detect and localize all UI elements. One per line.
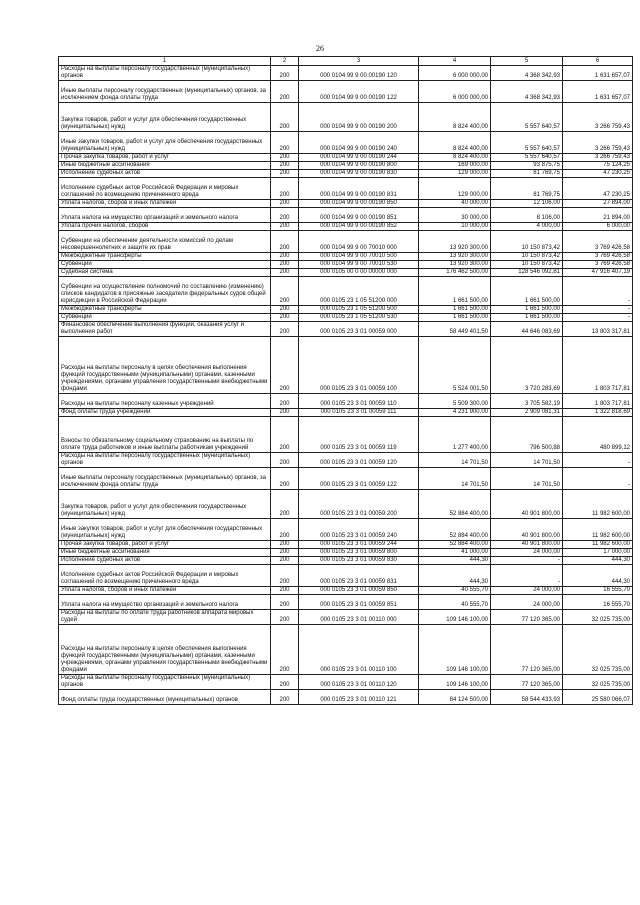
table-row-kbk: 000 0105 23 3 01 00059 851 bbox=[299, 595, 419, 610]
table-row-executed-amount: 58 544 433,93 bbox=[491, 690, 563, 705]
table-row bbox=[59, 549, 633, 557]
table-row-executed-amount: 81 769,75 bbox=[491, 178, 563, 200]
table-row-code: 200 bbox=[271, 549, 299, 557]
table-row-approved-amount: 40 555,70 bbox=[419, 587, 491, 595]
table-row-code: 200 bbox=[271, 587, 299, 595]
budget-execution-table bbox=[58, 56, 633, 705]
table-row-unexecuted-amount: 32 025 735,00 bbox=[563, 610, 633, 625]
table-row-executed-amount: 4 368 342,93 bbox=[491, 81, 563, 103]
table-row-name: Исполнение судебных актов bbox=[59, 557, 271, 565]
table-row-approved-amount: 1 661 500,00 bbox=[419, 277, 491, 306]
table-row-executed-amount: 128 546 092,81 bbox=[491, 269, 563, 277]
table-row-executed-amount: 77 120 365,00 bbox=[491, 625, 563, 675]
table-row-executed-amount: - bbox=[491, 557, 563, 565]
table-row-executed-amount: 81 769,75 bbox=[491, 170, 563, 178]
table-row-unexecuted-amount: 3 769 426,58 bbox=[563, 261, 633, 269]
table-row-approved-amount: 4 231 900,00 bbox=[419, 409, 491, 417]
table-row-name: Иные бюджетные ассигнования bbox=[59, 549, 271, 557]
table-row bbox=[59, 277, 633, 306]
table-row-approved-amount: 14 701,50 bbox=[419, 453, 491, 468]
table-row-executed-amount: 40 901 800,00 bbox=[491, 519, 563, 541]
table-row-kbk: 000 0105 23 3 01 00059 100 bbox=[299, 337, 419, 394]
table-row-code: 200 bbox=[271, 103, 299, 132]
table-row bbox=[59, 208, 633, 223]
table-row bbox=[59, 322, 633, 337]
table-row bbox=[59, 306, 633, 314]
table-row-name: Расходы на выплаты персоналу в целях обеспечения выполнения функций государственными (муниципальными) органами, казенными учреждениями, органами управления государственными внебюджетными фондами bbox=[59, 625, 271, 675]
table-row bbox=[59, 541, 633, 549]
table-row-code: 200 bbox=[271, 162, 299, 170]
table-row-unexecuted-amount: - bbox=[563, 306, 633, 314]
table-row-kbk: 000 0104 99 9 00 00190 852 bbox=[299, 223, 419, 231]
table-row-kbk: 000 0105 23 3 01 00059 800 bbox=[299, 549, 419, 557]
table-row-approved-amount: 129 000,00 bbox=[419, 170, 491, 178]
table-row bbox=[59, 253, 633, 261]
table-row-code: 200 bbox=[271, 322, 299, 337]
table-row-kbk: 000 0104 99 9 00 00190 120 bbox=[299, 66, 419, 81]
table-row-unexecuted-amount: - bbox=[563, 314, 633, 322]
table-row-unexecuted-amount: 47 916 407,19 bbox=[563, 269, 633, 277]
table-row-code: 200 bbox=[271, 625, 299, 675]
table-row-unexecuted-amount: 1 322 818,69 bbox=[563, 409, 633, 417]
table-row-code: 200 bbox=[271, 208, 299, 223]
table-row-unexecuted-amount: 11 982 600,00 bbox=[563, 490, 633, 519]
table-row-approved-amount: 52 884 400,00 bbox=[419, 541, 491, 549]
table-row-approved-amount: 40 000,00 bbox=[419, 200, 491, 208]
table-row-name: Исполнение судебных актов Российской Федерации и мировых соглашений по возмещению причиненного вреда bbox=[59, 565, 271, 587]
table-row-name: Уплата налога на имущество организаций и земельного налога bbox=[59, 208, 271, 223]
table-row-kbk: 000 0104 99 9 00 00190 800 bbox=[299, 162, 419, 170]
table-row-name: Взносы по обязательному социальному страхованию на выплаты по оплате труда работников и иные выплаты работникам учреждений bbox=[59, 417, 271, 453]
table-row-kbk: 000 0104 99 9 00 00190 850 bbox=[299, 200, 419, 208]
table-row-executed-amount: 24 000,00 bbox=[491, 595, 563, 610]
table-row-approved-amount: 13 920 300,00 bbox=[419, 231, 491, 253]
table-row-approved-amount: 8 824 400,00 bbox=[419, 154, 491, 162]
table-row-unexecuted-amount: 444,30 bbox=[563, 557, 633, 565]
table-row-name: Расходы на выплаты персоналу казенных учреждений bbox=[59, 394, 271, 409]
table-row-code: 200 bbox=[271, 417, 299, 453]
table-row-code: 200 bbox=[271, 610, 299, 625]
table-row-unexecuted-amount: 11 982 600,00 bbox=[563, 541, 633, 549]
table-row-kbk: 000 0105 23 3 01 00110 121 bbox=[299, 690, 419, 705]
table-row-unexecuted-amount: 75 124,25 bbox=[563, 162, 633, 170]
table-row-code: 200 bbox=[271, 269, 299, 277]
table-row-unexecuted-amount: 1 803 717,81 bbox=[563, 337, 633, 394]
table-row-executed-amount: 40 901 800,00 bbox=[491, 490, 563, 519]
table-row bbox=[59, 132, 633, 154]
table-row-approved-amount: 176 462 500,00 bbox=[419, 269, 491, 277]
table-row-code: 200 bbox=[271, 154, 299, 162]
table-row-executed-amount: 3 720 283,69 bbox=[491, 337, 563, 394]
table-row-executed-amount: 24 000,00 bbox=[491, 587, 563, 595]
table-body bbox=[59, 66, 633, 705]
table-row-name: Субвенции bbox=[59, 314, 271, 322]
column-header: 5 bbox=[491, 57, 563, 66]
table-row-name: Уплата прочих налогов, сборов bbox=[59, 223, 271, 231]
table-row-executed-amount: 3 705 582,19 bbox=[491, 394, 563, 409]
table-row-unexecuted-amount: 3 769 426,58 bbox=[563, 253, 633, 261]
table-row-code: 200 bbox=[271, 394, 299, 409]
table-row bbox=[59, 625, 633, 675]
table-row-kbk: 000 0105 23 3 01 00059 119 bbox=[299, 417, 419, 453]
table-row bbox=[59, 557, 633, 565]
table-row-unexecuted-amount: 1 631 657,07 bbox=[563, 66, 633, 81]
table-row-approved-amount: 10 000,00 bbox=[419, 223, 491, 231]
table-row-unexecuted-amount: 1 803 717,81 bbox=[563, 394, 633, 409]
table-row-kbk: 000 0105 23 3 01 00059 120 bbox=[299, 453, 419, 468]
table-row-executed-amount: 93 875,75 bbox=[491, 162, 563, 170]
table-row-name: Иные закупки товаров, работ и услуг для обеспечения государственных (муниципальных) нужд bbox=[59, 519, 271, 541]
table-row-name: Исполнение судебных актов bbox=[59, 170, 271, 178]
table-row-name: Расходы на выплаты персоналу государственных (муниципальных) органов bbox=[59, 675, 271, 690]
table-row-code: 200 bbox=[271, 66, 299, 81]
table-row bbox=[59, 81, 633, 103]
table-row bbox=[59, 314, 633, 322]
table-row-unexecuted-amount: 1 631 657,07 bbox=[563, 81, 633, 103]
table-row-executed-amount: 1 661 500,00 bbox=[491, 306, 563, 314]
table-row-kbk: 000 0104 99 9 00 00190 244 bbox=[299, 154, 419, 162]
table-row-approved-amount: 58 449 401,50 bbox=[419, 322, 491, 337]
table-row-executed-amount: 12 106,00 bbox=[491, 200, 563, 208]
table-row-unexecuted-amount: 444,30 bbox=[563, 565, 633, 587]
page-number: 26 bbox=[316, 44, 324, 53]
table-row bbox=[59, 394, 633, 409]
table-row-kbk: 000 0105 23 3 01 00110 100 bbox=[299, 625, 419, 675]
table-row-approved-amount: 41 000,00 bbox=[419, 549, 491, 557]
table-row-name: Субвенции bbox=[59, 261, 271, 269]
table-row-unexecuted-amount: 17 000,00 bbox=[563, 549, 633, 557]
table-row-code: 200 bbox=[271, 277, 299, 306]
table-row-code: 200 bbox=[271, 595, 299, 610]
table-row-approved-amount: 8 824 400,00 bbox=[419, 132, 491, 154]
table-row bbox=[59, 519, 633, 541]
table-row-executed-amount: 796 500,88 bbox=[491, 417, 563, 453]
table-row-kbk: 000 0104 99 9 00 70010 530 bbox=[299, 261, 419, 269]
table-row-unexecuted-amount: 3 266 759,43 bbox=[563, 154, 633, 162]
table-row-name: Финансовое обеспечение выполнения функций, оказания услуг и выполнения работ bbox=[59, 322, 271, 337]
table-row-unexecuted-amount: 3 266 759,43 bbox=[563, 132, 633, 154]
table-row-code: 200 bbox=[271, 690, 299, 705]
table-row bbox=[59, 154, 633, 162]
column-header: 6 bbox=[563, 57, 633, 66]
table-row-executed-amount: 1 661 500,00 bbox=[491, 277, 563, 306]
table-row bbox=[59, 200, 633, 208]
table-row-name: Субвенции на обеспечение деятельности комиссий по делам несовершеннолетних и защите их прав bbox=[59, 231, 271, 253]
table-row-name: Прочая закупка товаров, работ и услуг bbox=[59, 154, 271, 162]
table-row bbox=[59, 261, 633, 269]
table-row bbox=[59, 565, 633, 587]
table-row bbox=[59, 178, 633, 200]
table-row-code: 200 bbox=[271, 223, 299, 231]
table-row-unexecuted-amount: 32 025 735,00 bbox=[563, 675, 633, 690]
table-row-executed-amount: 4 000,00 bbox=[491, 223, 563, 231]
table-row bbox=[59, 453, 633, 468]
table-row-name: Иные выплаты персоналу государственных (муниципальных) органов, за исключением фонда оплаты труда bbox=[59, 468, 271, 490]
table-row-kbk: 000 0105 23 3 01 00059 111 bbox=[299, 409, 419, 417]
table-row-kbk: 000 0104 99 9 00 00190 831 bbox=[299, 178, 419, 200]
table-row-kbk: 000 0105 23 1 05 51200 530 bbox=[299, 314, 419, 322]
table-row-executed-amount: 1 661 500,00 bbox=[491, 314, 563, 322]
table-row-kbk: 000 0104 99 9 00 70010 000 bbox=[299, 231, 419, 253]
table-row-name: Закупка товаров, работ и услуг для обеспечения государственных (муниципальных) нужд bbox=[59, 490, 271, 519]
table-row-unexecuted-amount: 480 899,12 bbox=[563, 417, 633, 453]
table-row-executed-amount: 40 901 800,00 bbox=[491, 541, 563, 549]
table-row-approved-amount: 40 555,70 bbox=[419, 595, 491, 610]
table-row-executed-amount: - bbox=[491, 565, 563, 587]
table-row-unexecuted-amount: 47 230,25 bbox=[563, 170, 633, 178]
table-row-name: Уплата налога на имущество организаций и земельного налога bbox=[59, 595, 271, 610]
table-row-unexecuted-amount: 3 266 759,43 bbox=[563, 103, 633, 132]
table-row-executed-amount: 10 150 873,42 bbox=[491, 253, 563, 261]
table-row-code: 200 bbox=[271, 81, 299, 103]
table-row-kbk: 000 0105 23 1 05 51200 500 bbox=[299, 306, 419, 314]
table-row-kbk: 000 0105 23 3 01 00059 122 bbox=[299, 468, 419, 490]
table-row bbox=[59, 610, 633, 625]
table-row-kbk: 000 0104 99 9 00 00190 122 bbox=[299, 81, 419, 103]
table-row-approved-amount: 6 000 000,00 bbox=[419, 81, 491, 103]
table-row-unexecuted-amount: 16 555,70 bbox=[563, 595, 633, 610]
table-row-unexecuted-amount: 11 982 600,00 bbox=[563, 519, 633, 541]
table-row-executed-amount: 2 909 081,31 bbox=[491, 409, 563, 417]
column-header: 3 bbox=[299, 57, 419, 66]
table-row-kbk: 000 0105 23 3 01 00059 830 bbox=[299, 557, 419, 565]
table-row-code: 200 bbox=[271, 557, 299, 565]
table-row-executed-amount: 5 557 640,57 bbox=[491, 154, 563, 162]
table-row-approved-amount: 13 920 300,00 bbox=[419, 261, 491, 269]
table-row bbox=[59, 162, 633, 170]
table-row-approved-amount: 129 000,00 bbox=[419, 178, 491, 200]
table-row-approved-amount: 52 884 400,00 bbox=[419, 519, 491, 541]
table-row-code: 200 bbox=[271, 541, 299, 549]
table-row bbox=[59, 595, 633, 610]
table-row-code: 200 bbox=[271, 337, 299, 394]
table-row-unexecuted-amount: 13 803 317,81 bbox=[563, 322, 633, 337]
table-row-name: Расходы на выплаты персоналу государственных (муниципальных) органов bbox=[59, 453, 271, 468]
table-row-code: 200 bbox=[271, 306, 299, 314]
table-row-unexecuted-amount: 47 230,25 bbox=[563, 178, 633, 200]
table-row-approved-amount: 109 146 100,00 bbox=[419, 675, 491, 690]
table-row-approved-amount: 109 146 100,00 bbox=[419, 610, 491, 625]
table-row bbox=[59, 587, 633, 595]
table-row bbox=[59, 223, 633, 231]
table-row-name: Прочая закупка товаров, работ и услуг bbox=[59, 541, 271, 549]
table-row-kbk: 000 0105 23 3 01 00059 110 bbox=[299, 394, 419, 409]
table-row-unexecuted-amount: 16 555,70 bbox=[563, 587, 633, 595]
table-row-executed-amount: 24 000,00 bbox=[491, 549, 563, 557]
table-row-kbk: 000 0105 23 3 01 00059 000 bbox=[299, 322, 419, 337]
table-row-name: Закупка товаров, работ и услуг для обеспечения государственных (муниципальных) нужд bbox=[59, 103, 271, 132]
table-row-unexecuted-amount: 27 894,00 bbox=[563, 200, 633, 208]
table-row-name: Фонд оплаты труда государственных (муниципальных) органов bbox=[59, 690, 271, 705]
table-row-kbk: 000 0105 23 3 01 00059 244 bbox=[299, 541, 419, 549]
table-row-unexecuted-amount: - bbox=[563, 277, 633, 306]
table-row bbox=[59, 231, 633, 253]
table-row-kbk: 000 0104 99 9 00 70010 500 bbox=[299, 253, 419, 261]
table-row-name: Расходы на выплаты по оплате труда работников аппарата мировых судей bbox=[59, 610, 271, 625]
table-row-approved-amount: 1 661 500,00 bbox=[419, 306, 491, 314]
table-row-kbk: 000 0105 23 3 01 00059 850 bbox=[299, 587, 419, 595]
table-row-code: 200 bbox=[271, 314, 299, 322]
table-row-approved-amount: 109 146 100,00 bbox=[419, 625, 491, 675]
table-row-name: Субвенции на осуществление полномочий по составлению (изменению) списков кандидатов в присяжные заседатели федеральных судов общей юрисдикции в Российской Федерации bbox=[59, 277, 271, 306]
table-row-approved-amount: 5 524 001,50 bbox=[419, 337, 491, 394]
table-row-name: Уплата налогов, сборов и иных платежей bbox=[59, 587, 271, 595]
table-row-approved-amount: 14 701,50 bbox=[419, 468, 491, 490]
table-row-code: 200 bbox=[271, 675, 299, 690]
column-header: 4 bbox=[419, 57, 491, 66]
table-row bbox=[59, 417, 633, 453]
table-row-executed-amount: 4 368 342,93 bbox=[491, 66, 563, 81]
table-row-kbk: 000 0104 99 9 00 00190 851 bbox=[299, 208, 419, 223]
table-row-executed-amount: 10 150 873,42 bbox=[491, 231, 563, 253]
table-row-name: Межбюджетные трансферты bbox=[59, 253, 271, 261]
table-row bbox=[59, 103, 633, 132]
table-row bbox=[59, 170, 633, 178]
table-row bbox=[59, 468, 633, 490]
table-row-executed-amount: 44 646 083,69 bbox=[491, 322, 563, 337]
table-row-name: Иные бюджетные ассигнования bbox=[59, 162, 271, 170]
table-row-code: 200 bbox=[271, 453, 299, 468]
table-row-name: Расходы на выплаты персоналу в целях обеспечения выполнения функций государственными (муниципальными) органами, казенными учреждениями, органами управления государственными внебюджетными фондами bbox=[59, 337, 271, 394]
table-row-approved-amount: 169 000,00 bbox=[419, 162, 491, 170]
table-row-code: 200 bbox=[271, 409, 299, 417]
table-row-approved-amount: 444,30 bbox=[419, 557, 491, 565]
table-row-kbk: 000 0105 23 3 01 00110 120 bbox=[299, 675, 419, 690]
table-row-approved-amount: 84 124 500,00 bbox=[419, 690, 491, 705]
table-row-code: 200 bbox=[271, 170, 299, 178]
table-row-executed-amount: 14 701,50 bbox=[491, 468, 563, 490]
column-number-row bbox=[59, 57, 633, 66]
column-header: 1 bbox=[59, 57, 271, 66]
table-row-code: 200 bbox=[271, 261, 299, 269]
table-row-executed-amount: 77 120 365,00 bbox=[491, 675, 563, 690]
table-row-unexecuted-amount: - bbox=[563, 468, 633, 490]
table-row-code: 200 bbox=[271, 565, 299, 587]
table-row-kbk: 000 0104 99 9 00 00190 240 bbox=[299, 132, 419, 154]
table-row bbox=[59, 675, 633, 690]
table-row-name: Судебная система bbox=[59, 269, 271, 277]
table-row-approved-amount: 1 661 500,00 bbox=[419, 314, 491, 322]
table-row-code: 200 bbox=[271, 519, 299, 541]
table-row-unexecuted-amount: 3 769 426,58 bbox=[563, 231, 633, 253]
table-row-executed-amount: 5 557 640,57 bbox=[491, 132, 563, 154]
table-row-code: 200 bbox=[271, 132, 299, 154]
table-row-unexecuted-amount: 25 580 066,07 bbox=[563, 690, 633, 705]
table-row-kbk: 000 0105 23 3 01 00059 831 bbox=[299, 565, 419, 587]
table-row-kbk: 000 0104 99 9 00 00190 830 bbox=[299, 170, 419, 178]
table-row-executed-amount: 8 106,00 bbox=[491, 208, 563, 223]
table-row-executed-amount: 77 120 365,00 bbox=[491, 610, 563, 625]
table-row-approved-amount: 13 920 300,00 bbox=[419, 253, 491, 261]
table-row-name: Фонд оплаты труда учреждений bbox=[59, 409, 271, 417]
table-row bbox=[59, 66, 633, 81]
table-row-name: Межбюджетные трансферты bbox=[59, 306, 271, 314]
table-row-executed-amount: 10 150 873,42 bbox=[491, 261, 563, 269]
table-row bbox=[59, 409, 633, 417]
table-row bbox=[59, 490, 633, 519]
table-row-code: 200 bbox=[271, 468, 299, 490]
table-row-code: 200 bbox=[271, 231, 299, 253]
table-row bbox=[59, 269, 633, 277]
table-row-unexecuted-amount: 32 025 735,00 bbox=[563, 625, 633, 675]
table-row-executed-amount: 5 557 640,57 bbox=[491, 103, 563, 132]
table-row-approved-amount: 6 000 000,00 bbox=[419, 66, 491, 81]
table-row-name: Иные выплаты персоналу государственных (муниципальных) органов, за исключением фонда оплаты труда bbox=[59, 81, 271, 103]
table-row-code: 200 bbox=[271, 200, 299, 208]
table-row-unexecuted-amount: 6 000,00 bbox=[563, 223, 633, 231]
table-row-name: Исполнение судебных актов Российской Федерации и мировых соглашений по возмещению причиненного вреда bbox=[59, 178, 271, 200]
table-row-unexecuted-amount: 21 894,00 bbox=[563, 208, 633, 223]
table-row-kbk: 000 0105 23 1 05 51200 000 bbox=[299, 277, 419, 306]
table-row-approved-amount: 444,30 bbox=[419, 565, 491, 587]
table-row-unexecuted-amount: - bbox=[563, 453, 633, 468]
table-row-executed-amount: 14 701,50 bbox=[491, 453, 563, 468]
table-row bbox=[59, 337, 633, 394]
table-row-approved-amount: 8 824 400,00 bbox=[419, 103, 491, 132]
table-row-code: 200 bbox=[271, 490, 299, 519]
table-row-kbk: 000 0105 00 0 00 00000 000 bbox=[299, 269, 419, 277]
table-row-name: Уплата налогов, сборов и иных платежей bbox=[59, 200, 271, 208]
table-row-kbk: 000 0105 23 3 01 00059 200 bbox=[299, 490, 419, 519]
table-row-kbk: 000 0104 99 9 00 00190 200 bbox=[299, 103, 419, 132]
table-row-kbk: 000 0105 23 3 01 00110 000 bbox=[299, 610, 419, 625]
table-row bbox=[59, 690, 633, 705]
table-row-name: Иные закупки товаров, работ и услуг для обеспечения государственных (муниципальных) нужд bbox=[59, 132, 271, 154]
column-header: 2 bbox=[271, 57, 299, 66]
table-row-name: Расходы на выплаты персоналу государственных (муниципальных) органов bbox=[59, 66, 271, 81]
table-row-approved-amount: 30 000,00 bbox=[419, 208, 491, 223]
table-row-code: 200 bbox=[271, 253, 299, 261]
table-row-approved-amount: 1 277 400,00 bbox=[419, 417, 491, 453]
table-row-approved-amount: 52 884 400,00 bbox=[419, 490, 491, 519]
table-row-approved-amount: 5 509 300,00 bbox=[419, 394, 491, 409]
table-row-code: 200 bbox=[271, 178, 299, 200]
table-row-kbk: 000 0105 23 3 01 00059 240 bbox=[299, 519, 419, 541]
